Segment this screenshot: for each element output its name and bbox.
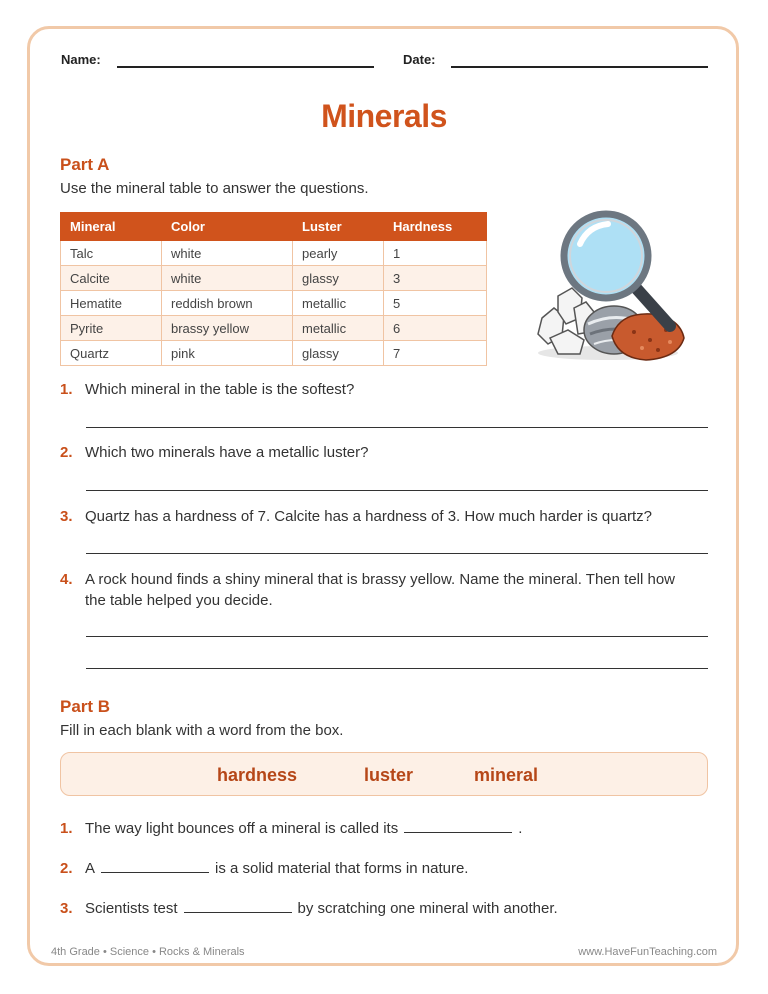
table-cell: glassy <box>293 341 384 366</box>
table-cell: brassy yellow <box>162 316 293 341</box>
question-number: 3. <box>60 508 73 525</box>
item-text-before: A <box>85 860 96 877</box>
answer-line[interactable] <box>86 490 708 491</box>
word-bank <box>60 752 708 796</box>
fill-blank[interactable] <box>184 898 292 913</box>
question-number: 1. <box>60 381 73 398</box>
question-3 <box>60 506 720 528</box>
table-cell: Calcite <box>61 266 162 291</box>
table-row <box>61 241 487 266</box>
fill-item-3 <box>60 898 720 920</box>
table-cell: 1 <box>384 241 487 266</box>
part-b-heading: Part B <box>60 697 111 716</box>
table-cell: white <box>162 241 293 266</box>
question-text: Quartz has a hardness of 7. Calcite has a hardness of 3. How much harder is quartz? <box>85 508 652 525</box>
table-cell: metallic <box>293 291 384 316</box>
item-text-after: . <box>518 820 523 837</box>
table-cell: Quartz <box>61 341 162 366</box>
table-cell: pink <box>162 341 293 366</box>
table-row <box>61 316 487 341</box>
answer-line[interactable] <box>86 427 708 428</box>
fill-item-1 <box>60 818 720 840</box>
page-title: Minerals <box>321 98 447 134</box>
fill-blank[interactable] <box>101 858 209 873</box>
table-header: Luster <box>293 213 384 241</box>
table-cell: metallic <box>293 316 384 341</box>
table-row <box>61 291 487 316</box>
table-cell: Pyrite <box>61 316 162 341</box>
answer-line[interactable] <box>86 636 708 637</box>
table-cell: Talc <box>61 241 162 266</box>
table-row <box>61 341 487 366</box>
table-cell: white <box>162 266 293 291</box>
question-4 <box>60 569 720 613</box>
part-a-heading: Part A <box>60 155 110 174</box>
fill-blank[interactable] <box>404 818 512 833</box>
date-label: Date: <box>403 52 436 67</box>
answer-line[interactable] <box>86 668 708 669</box>
item-text-before: Scientists test <box>85 900 178 917</box>
footer-website: www.HaveFunTeaching.com <box>578 946 717 958</box>
table-cell: 7 <box>384 341 487 366</box>
question-text: A rock hound finds a shiny mineral that is brassy yellow. Name the mineral. Then tell how the table helped you decide. <box>85 571 676 609</box>
part-a-instructions: Use the mineral table to answer the questions. <box>60 180 369 197</box>
question-number: 2. <box>60 444 73 461</box>
answer-line[interactable] <box>86 553 708 554</box>
item-text-before: The way light bounces off a mineral is called its <box>85 820 399 837</box>
table-header: Color <box>162 213 293 241</box>
footer-grade-subject: 4th Grade • Science • Rocks & Minerals <box>51 946 245 958</box>
question-number: 4. <box>60 571 73 588</box>
table-header: Hardness <box>384 213 487 241</box>
name-line[interactable] <box>117 66 374 68</box>
table-cell: 6 <box>384 316 487 341</box>
question-1 <box>60 379 720 401</box>
question-2 <box>60 442 720 464</box>
word-bank-item: hardness <box>217 765 298 785</box>
mineral-table <box>60 212 487 366</box>
date-line[interactable] <box>451 66 708 68</box>
table-cell: 3 <box>384 266 487 291</box>
table-cell: 5 <box>384 291 487 316</box>
item-number: 3. <box>60 900 73 917</box>
part-b-instructions: Fill in each blank with a word from the box. <box>60 722 344 739</box>
item-number: 2. <box>60 860 73 877</box>
table-header: Mineral <box>61 213 162 241</box>
item-text-after: is a solid material that forms in nature. <box>215 860 469 877</box>
question-text: Which mineral in the table is the softest? <box>85 381 355 398</box>
word-bank-item: luster <box>364 765 414 785</box>
table-cell: Hematite <box>61 291 162 316</box>
item-number: 1. <box>60 820 73 837</box>
table-header-row <box>61 213 487 241</box>
name-label: Name: <box>61 52 101 67</box>
item-text-after: by scratching one mineral with another. <box>297 900 558 917</box>
table-cell: reddish brown <box>162 291 293 316</box>
table-cell: glassy <box>293 266 384 291</box>
minerals-magnifier-icon <box>528 208 688 368</box>
table-cell: pearly <box>293 241 384 266</box>
fill-item-2 <box>60 858 720 880</box>
question-text: Which two minerals have a metallic luster? <box>85 444 369 461</box>
word-bank-item: mineral <box>474 765 539 785</box>
table-row <box>61 266 487 291</box>
